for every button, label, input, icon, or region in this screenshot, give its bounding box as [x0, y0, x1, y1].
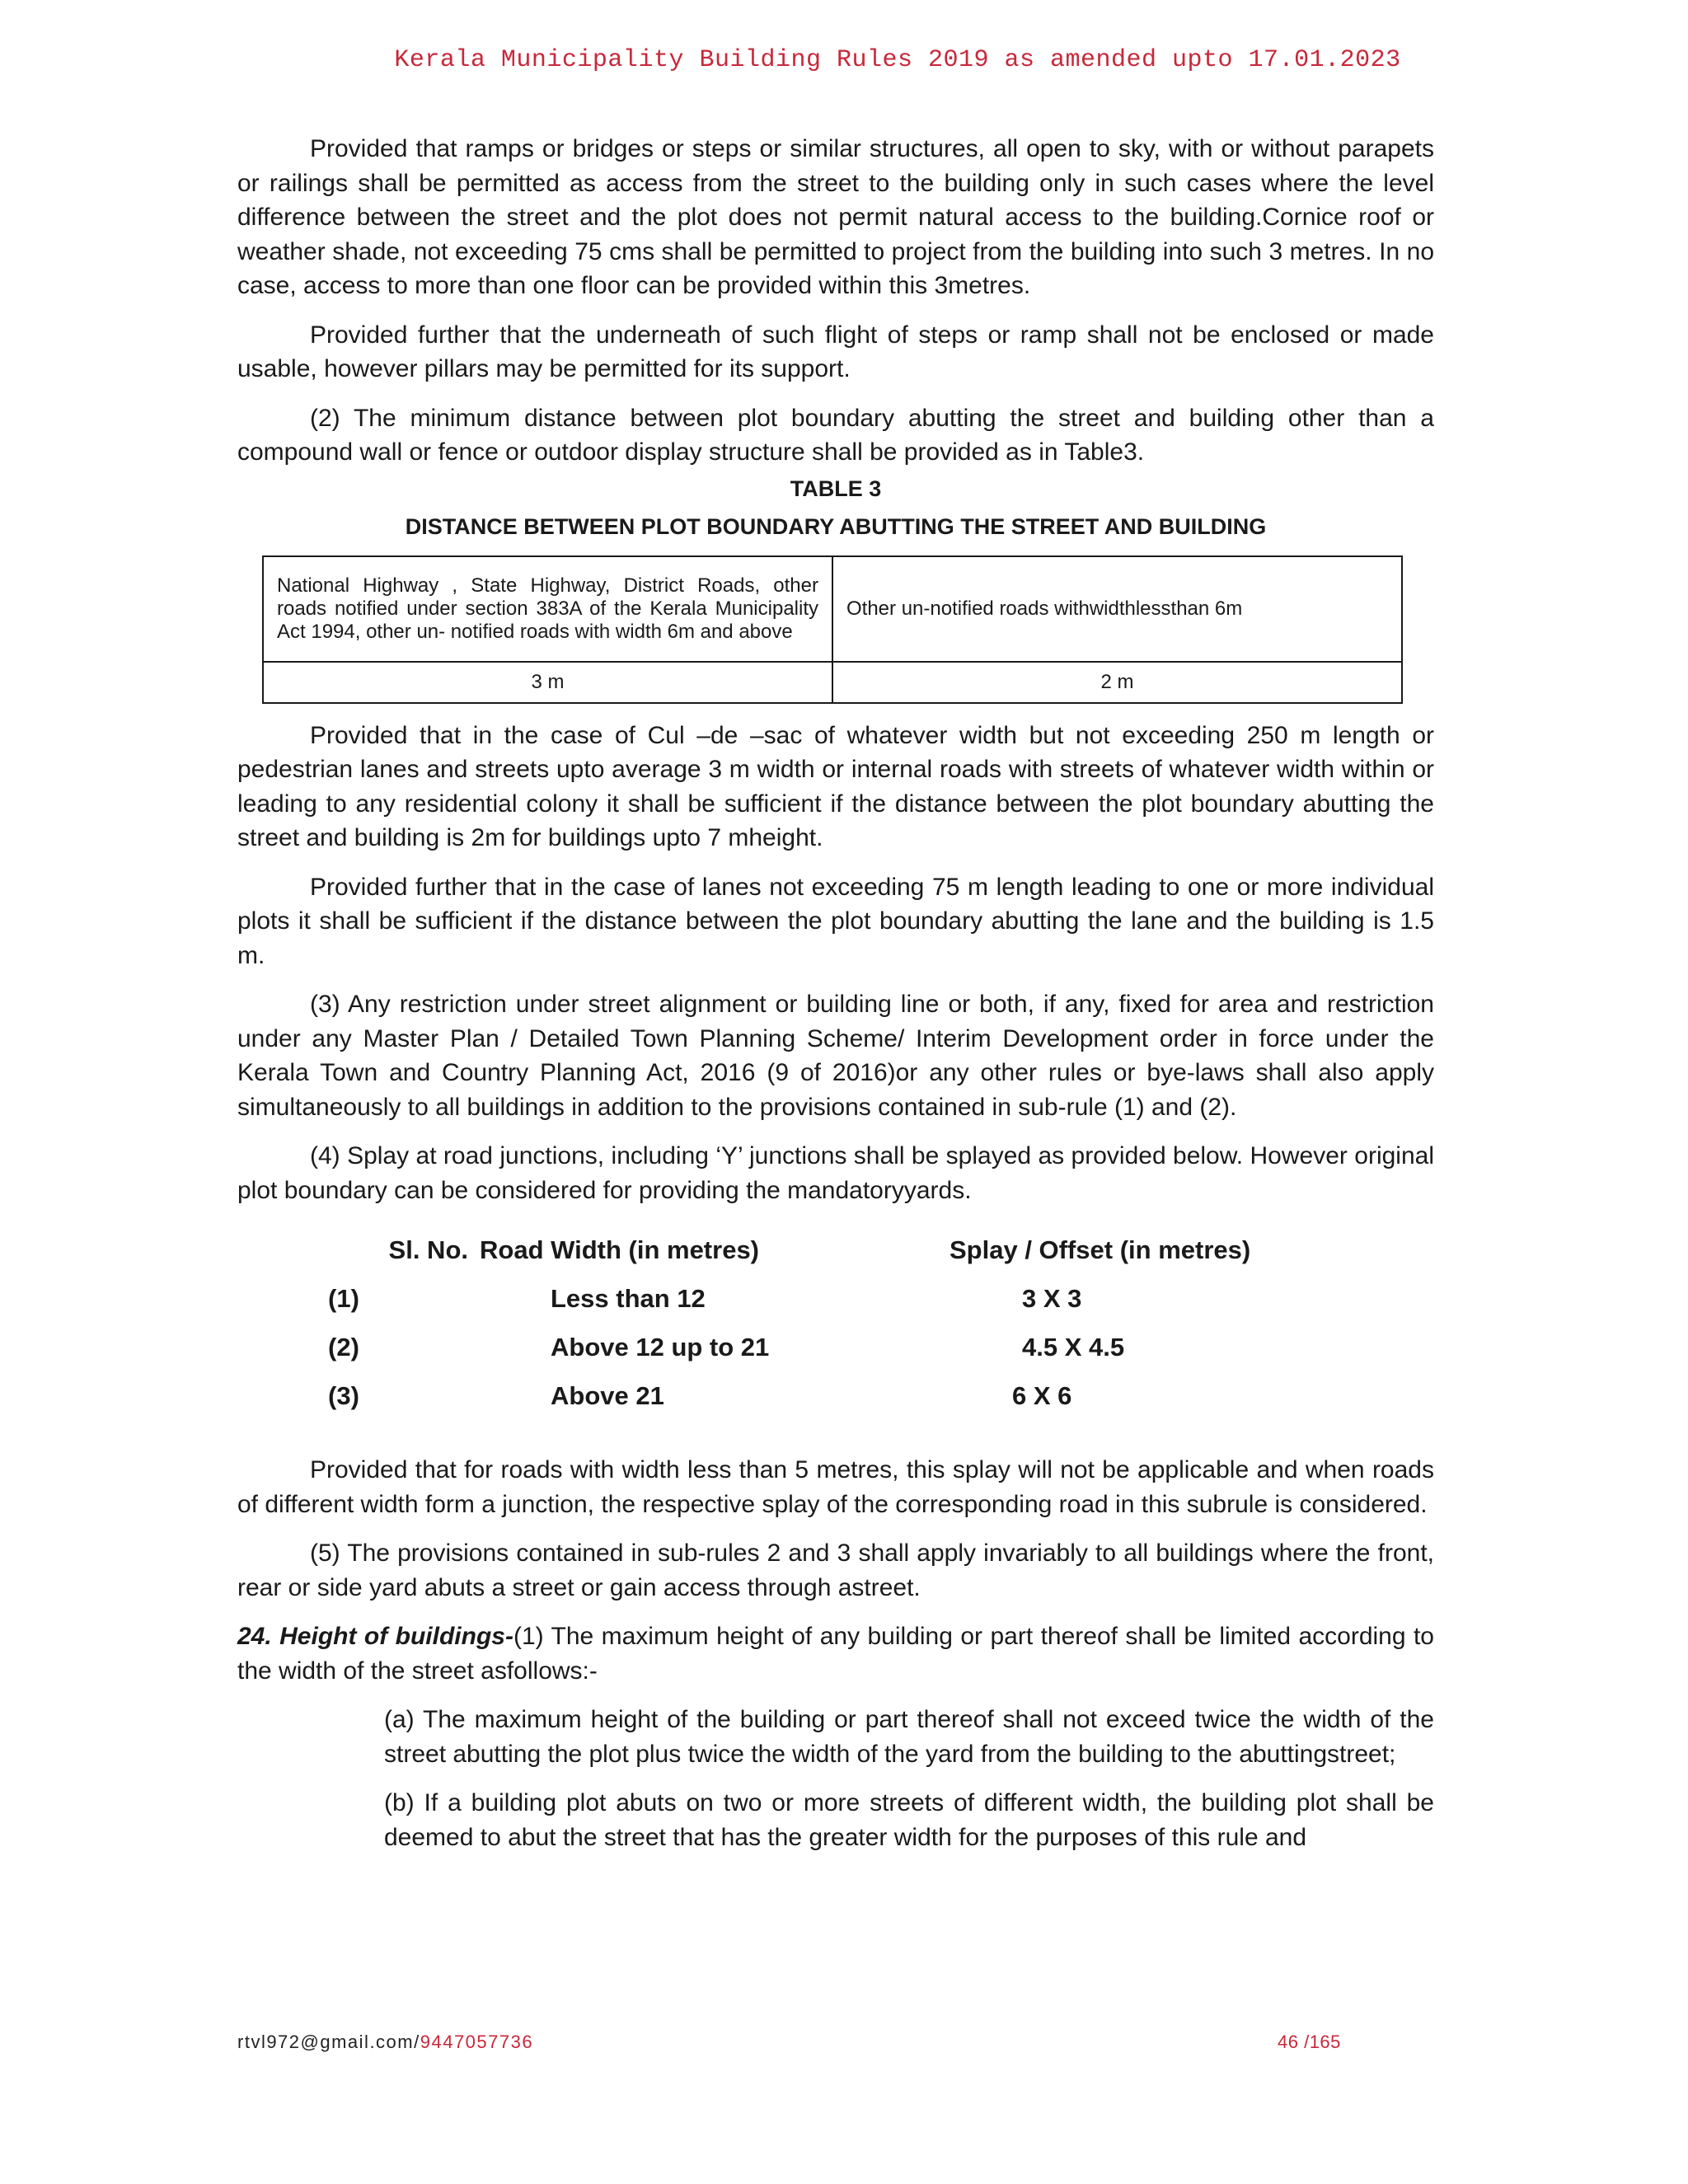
- paragraph-subrule-5: (5) The provisions contained in sub-rules 2 and 3 shall apply invariably to all buildings where the front, rear or side yard abuts a street or gain access through astreet.: [237, 1540, 1434, 1601]
- table-row: [237, 1274, 1434, 1323]
- splay-slno: (1): [328, 1283, 359, 1313]
- table3-col1-header: National Highway , State Highway, District Roads, other roads notified under section 383A of the Kerala Municipality Act 1994, other un- notified roads with width 6m and above: [263, 556, 832, 662]
- paragraph-rule-24: [237, 1619, 1434, 1688]
- running-header: Kerala Municipality Building Rules 2019 as amended upto 17.01.2023: [394, 46, 1401, 74]
- table3-col2-header: Other un-notified roads withwidthlessthan 6m: [832, 556, 1402, 662]
- footer-phone: 9447057736: [420, 2032, 534, 2052]
- splay-header-offset: Splay / Offset (in metres): [950, 1235, 1251, 1264]
- table3-col2-value: 2 m: [832, 662, 1402, 703]
- paragraph-ramps: Provided that ramps or bridges or steps or similar structures, all open to sky, with or without parapets or railings shall be permitted as access from the street to the building only in such cases where the level difference between the street and the plot does not permit natural access to the building.Cornice roof or weather shade, not exceeding 75 cms shall be permitted to project from the building into such 3 metres. In no case, access to more than one floor can be provided within this 3metres.: [237, 135, 1434, 299]
- clause-a: (a) The maximum height of the building or part thereof shall not exceed twice the width of the street abutting the plot plus twice the width of the yard from the building to the abuttingstreet;: [384, 1706, 1434, 1768]
- paragraph-cul-de-sac: Provided that in the case of Cul –de –sac of whatever width but not exceeding 250 m length or pedestrian lanes and streets upto average 3 m width or internal roads with streets of whatever width within or leading to any residential colony it shall be sufficient if the distance between the plot boundary abutting the street and building is 2m for buildings upto 7 mheight.: [237, 721, 1434, 851]
- page-number: 46 /165: [1278, 2032, 1341, 2052]
- table3: [262, 555, 1403, 704]
- splay-header-row: [237, 1226, 1434, 1274]
- paragraph-splay-proviso: Provided that for roads with width less than 5 metres, this splay will not be applicable and when roads of different width form a junction, the respective splay of the corresponding road in this subrule is considered.: [237, 1456, 1434, 1518]
- paragraph-subrule-3: (3) Any restriction under street alignment or building line or both, if any, fixed for area and restriction under any Master Plan / Detailed Town Planning Scheme/ Interim Development order in force under the Kerala Town and Country Planning Act, 2016 (9 of 2016)or any other rules or bye-laws shall also apply simultaneously to all buildings in addition to the provisions contained in sub-rule (1) and (2).: [237, 991, 1434, 1121]
- table3-subtitle: DISTANCE BETWEEN PLOT BOUNDARY ABUTTING THE STREET AND BUILDING: [405, 513, 1267, 539]
- splay-slno: (2): [328, 1332, 359, 1361]
- splay-width: Above 21: [551, 1380, 664, 1410]
- paragraph-steps-underneath: Provided further that the underneath of such flight of steps or ramp shall not be enclosed or made usable, however pillars may be permitted for its support.: [237, 321, 1434, 382]
- splay-offset: 3 X 3: [1022, 1283, 1082, 1313]
- splay-table: [237, 1226, 1434, 1420]
- table-row: [237, 1371, 1434, 1420]
- page-footer: [237, 2032, 1350, 2053]
- rule-24-text: (1) The maximum height of any building or part thereof shall be limited according to the width of the street asfollows:-: [237, 1623, 1434, 1685]
- table-row: [237, 1323, 1434, 1371]
- table3-title: TABLE 3: [790, 476, 882, 501]
- footer-email: rtvl972@gmail.com/: [237, 2032, 420, 2052]
- table-row: [263, 662, 1402, 703]
- splay-width: Above 12 up to 21: [551, 1332, 770, 1361]
- table-row: [263, 556, 1402, 662]
- splay-offset: 6 X 6: [1012, 1380, 1072, 1410]
- rule-24-heading: 24. Height of buildings-: [237, 1623, 513, 1650]
- clause-b: (b) If a building plot abuts on two or more streets of different width, the building plot shall be deemed to abut the street that has the greater width for the purposes of this rule and: [384, 1789, 1434, 1851]
- splay-header-width: Road Width (in metres): [480, 1235, 760, 1264]
- splay-header-slno: Sl. No.: [388, 1235, 468, 1264]
- paragraph-subrule-2: (2) The minimum distance between plot boundary abutting the street and building other than a compound wall or fence or outdoor display structure shall be provided as in Table3.: [237, 404, 1434, 466]
- splay-slno: (3): [328, 1380, 359, 1410]
- table3-col1-value: 3 m: [263, 662, 832, 703]
- page-body: [237, 132, 1434, 1869]
- splay-width: Less than 12: [551, 1283, 706, 1313]
- paragraph-subrule-4: (4) Splay at road junctions, including ‘Y’ junctions shall be splayed as provided below. However original plot boundary can be considered for providing the mandatoryyards.: [237, 1142, 1434, 1204]
- paragraph-lanes: Provided further that in the case of lanes not exceeding 75 m length leading to one or more individual plots it shall be sufficient if the distance between the plot boundary abutting the lane and the building is 1.5 m.: [237, 873, 1434, 969]
- splay-offset: 4.5 X 4.5: [1022, 1332, 1125, 1361]
